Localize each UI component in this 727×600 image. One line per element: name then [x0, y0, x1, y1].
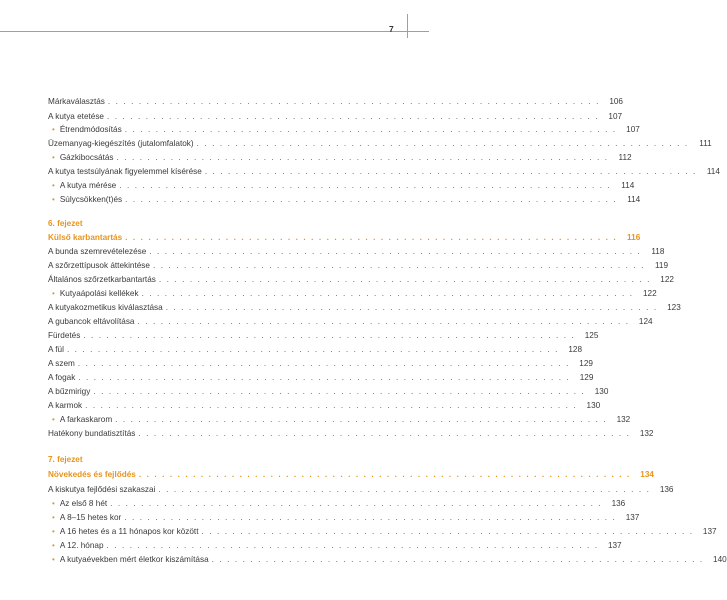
entry-label: A bunda szemrevételezése: [48, 247, 147, 256]
chapter-title-row: [48, 229, 641, 243]
toc-subentry: [48, 537, 622, 551]
entry-page: 114: [621, 181, 635, 190]
toc-subentry: [48, 551, 727, 565]
entry-label: A kutyaévekben mért életkor kiszámítása: [59, 555, 209, 564]
toc-entry: [48, 257, 669, 271]
header-divider: [407, 14, 408, 38]
toc-entry: [48, 313, 653, 327]
entry-label: Hatékony bundatisztítás: [48, 429, 136, 438]
toc-subentry: [48, 523, 717, 537]
entry-page: 137: [625, 513, 640, 522]
entry-label: Üzemanyag-kiegészítés (jutalomfalatok): [48, 139, 194, 148]
toc-entry: [48, 163, 720, 177]
entry-page: 129: [579, 359, 593, 368]
entry-page: 130: [586, 401, 601, 410]
leader-dots: . . . . . . . . . . . . . . . . . . . . . . . . . . . . . . . . . . . . . . . . . . . . . . . . . . . . . . . . . . . . . . . .: [125, 233, 618, 242]
chapter-label: [48, 451, 364, 465]
entry-label: A fül: [48, 345, 64, 354]
leader-dots: . . . . . . . . . . . . . . . . . . . . . . . . . . . . . . . . . . . . . . . . . . . . . . . . . . . . . . . . . . . . . . . .: [137, 317, 630, 326]
toc-subentry: [48, 149, 632, 163]
leader-dots: . . . . . . . . . . . . . . . . . . . . . . . . . . . . . . . . . . . . . . . . . . . . . . . . . . . . . . . . . . . . . . . .: [152, 261, 646, 270]
leader-dots: . . . . . . . . . . . . . . . . . . . . . . . . . . . . . . . . . . . . . . . . . . . . . . . . . . . . . . . . . . . . . . . .: [211, 555, 704, 564]
toc-subentry: [48, 285, 657, 299]
entry-label: A kiskutya fejlődési szakaszai: [48, 485, 156, 494]
toc-entry: [48, 93, 623, 107]
leader-dots: . . . . . . . . . . . . . . . . . . . . . . . . . . . . . . . . . . . . . . . . . . . . . . . . . . . . . . . . . . . . . . . .: [201, 527, 694, 536]
toc-entry: [48, 271, 674, 285]
entry-label: Fürdetés: [48, 331, 81, 340]
entry-label: A kutya etetése: [48, 112, 104, 121]
leader-dots: . . . . . . . . . . . . . . . . . . . . . . . . . . . . . . . . . . . . . . . . . . . . . . . . . . . . . . . . . . . . . . . .: [158, 275, 651, 284]
entry-page: 128: [568, 345, 583, 354]
entry-label: A gubancok eltávolítása: [48, 317, 135, 326]
leader-dots: . . . . . . . . . . . . . . . . . . . . . . . . . . . . . . . . . . . . . . . . . . . . . . . . . . . . . . . . . . . . . . . .: [116, 153, 609, 162]
entry-page: 137: [702, 527, 717, 536]
leader-dots: . . . . . . . . . . . . . . . . . . . . . . . . . . . . . . . . . . . . . . . . . . . . . . . . . . . . . . . . . . . . . . . .: [196, 139, 689, 148]
entry-label: Étrendmódosítás: [59, 125, 122, 134]
entry-label: A 16 hetes és a 11 hónapos kor között: [59, 527, 199, 536]
entry-label: Az első 8 hét: [59, 499, 108, 508]
toc-subentry: [48, 121, 640, 135]
leader-dots: . . . . . . . . . . . . . . . . . . . . . . . . . . . . . . . . . . . . . . . . . . . . . . . . . . . . . . . . . . . . . . . .: [115, 415, 608, 424]
entry-page: 123: [667, 303, 681, 312]
entry-page: 116: [627, 233, 641, 242]
leader-dots: . . . . . . . . . . . . . . . . . . . . . . . . . . . . . . . . . . . . . . . . . . . . . . . . . . . . . . . . . . . . . . . .: [141, 289, 634, 298]
toc-entry: [48, 299, 681, 313]
toc-entry: [48, 425, 654, 439]
header-rule: [0, 31, 429, 32]
entry-page: 111: [699, 139, 712, 148]
leader-dots: . . . . . . . . . . . . . . . . . . . . . . . . . . . . . . . . . . . . . . . . . . . . . . . . . . . . . . . . . . . . . . . .: [78, 373, 571, 382]
entry-page: 118: [651, 247, 665, 256]
entry-page: 137: [607, 541, 622, 550]
chapter-label: [48, 215, 364, 229]
entry-page: 130: [594, 387, 609, 396]
toc-entry: [48, 243, 665, 257]
bullet-icon: •: [52, 181, 55, 190]
entry-label: Külső karbantartás: [48, 233, 123, 242]
toc-entry: [48, 355, 593, 369]
entry-label: 7. fejezet: [48, 455, 83, 464]
toc-entry: [48, 327, 599, 341]
leader-dots: . . . . . . . . . . . . . . . . . . . . . . . . . . . . . . . . . . . . . . . . . . . . . . . . . . . . . . . . . . . . . . . .: [85, 401, 578, 410]
toc-subentry: [48, 509, 640, 523]
entry-label: Márkaválasztás: [48, 97, 105, 106]
entry-page: 122: [660, 275, 674, 284]
chapter-title-row: [48, 466, 654, 480]
entry-page: 129: [579, 373, 594, 382]
entry-page: 122: [642, 289, 657, 298]
entry-label: A szem: [48, 359, 75, 368]
leader-dots: . . . . . . . . . . . . . . . . . . . . . . . . . . . . . . . . . . . . . . . . . . . . . . . . . . . . . . . . . . . . . . . .: [138, 429, 631, 438]
entry-page: 125: [584, 331, 599, 340]
toc-subentry: [48, 177, 635, 191]
leader-dots: . . . . . . . . . . . . . . . . . . . . . . . . . . . . . . . . . . . . . . . . . . . . . . . . . . . . . . . . . . . . . . . .: [165, 303, 658, 312]
bullet-icon: •: [52, 555, 55, 564]
toc-entry: [48, 135, 712, 149]
entry-label: A farkaskarom: [59, 415, 113, 424]
leader-dots: . . . . . . . . . . . . . . . . . . . . . . . . . . . . . . . . . . . . . . . . . . . . . . . . . . . . . . . . . . . . . . . .: [124, 513, 617, 522]
bullet-icon: •: [52, 153, 55, 162]
entry-page: 140: [713, 555, 727, 564]
bullet-icon: •: [52, 527, 55, 536]
leader-dots: . . . . . . . . . . . . . . . . . . . . . . . . . . . . . . . . . . . . . . . . . . . . . . . . . . . . . . . . . . . . . . . .: [204, 167, 697, 176]
leader-dots: . . . . . . . . . . . . . . . . . . . . . . . . . . . . . . . . . . . . . . . . . . . . . . . . . . . . . . . . . . . . . . . .: [107, 112, 600, 121]
entry-page: 119: [654, 261, 669, 270]
entry-page: 136: [611, 499, 626, 508]
toc-subentry: [48, 411, 631, 425]
entry-label: A 12. hónap: [59, 541, 104, 550]
entry-label: A karmok: [48, 401, 83, 410]
entry-label: 6. fejezet: [48, 219, 83, 228]
entry-label: A kutya mérése: [59, 181, 117, 190]
toc-entry: [48, 383, 609, 397]
leader-dots: . . . . . . . . . . . . . . . . . . . . . . . . . . . . . . . . . . . . . . . . . . . . . . . . . . . . . . . . . . . . . . . .: [125, 195, 618, 204]
bullet-icon: •: [52, 195, 55, 204]
entry-label: A kutya testsúlyának figyelemmel kísérése: [48, 167, 202, 176]
toc-entry: [48, 481, 674, 495]
entry-page: 107: [608, 112, 623, 121]
toc-subentry: [48, 495, 626, 509]
entry-page: 132: [616, 415, 631, 424]
entry-page: 114: [627, 195, 641, 204]
leader-dots: . . . . . . . . . . . . . . . . . . . . . . . . . . . . . . . . . . . . . . . . . . . . . . . . . . . . . . . . . . . . . . . .: [149, 247, 642, 256]
entry-page: 114: [706, 167, 720, 176]
bullet-icon: •: [52, 541, 55, 550]
toc-entry: [48, 108, 623, 122]
bullet-icon: •: [52, 415, 55, 424]
entry-page: 136: [659, 485, 674, 494]
leader-dots: . . . . . . . . . . . . . . . . . . . . . . . . . . . . . . . . . . . . . . . . . . . . . . . . . . . . . . . . . . . . . . . .: [158, 485, 651, 494]
entry-label: A szőrzettípusok áttekintése: [48, 261, 150, 270]
entry-page: 132: [639, 429, 654, 438]
entry-label: Súlycsökken(t)és: [59, 195, 123, 204]
entry-label: Általános szőrzetkarbantartás: [48, 275, 156, 284]
entry-page: 106: [609, 97, 623, 106]
leader-dots: . . . . . . . . . . . . . . . . . . . . . . . . . . . . . . . . . . . . . . . . . . . . . . . . . . . . . . . . . . . . . . . .: [107, 97, 600, 106]
leader-dots: . . . . . . . . . . . . . . . . . . . . . . . . . . . . . . . . . . . . . . . . . . . . . . . . . . . . . . . . . . . . . . . .: [66, 345, 560, 354]
entry-label: Kutyaápolási kellékek: [59, 289, 139, 298]
bullet-icon: •: [52, 513, 55, 522]
page-number: 7: [389, 24, 394, 34]
toc-entry: [48, 341, 583, 355]
leader-dots: . . . . . . . . . . . . . . . . . . . . . . . . . . . . . . . . . . . . . . . . . . . . . . . . . . . . . . . . . . . . . . . .: [138, 470, 631, 479]
leader-dots: . . . . . . . . . . . . . . . . . . . . . . . . . . . . . . . . . . . . . . . . . . . . . . . . . . . . . . . . . . . . . . . .: [106, 541, 599, 550]
entry-label: Növekedés és fejlődés: [48, 470, 136, 479]
entry-page: 112: [618, 153, 632, 162]
leader-dots: . . . . . . . . . . . . . . . . . . . . . . . . . . . . . . . . . . . . . . . . . . . . . . . . . . . . . . . . . . . . . . . .: [110, 499, 603, 508]
entry-label: A kutyakozmetikus kiválasztása: [48, 303, 163, 312]
leader-dots: . . . . . . . . . . . . . . . . . . . . . . . . . . . . . . . . . . . . . . . . . . . . . . . . . . . . . . . . . . . . . . . .: [124, 125, 617, 134]
leader-dots: . . . . . . . . . . . . . . . . . . . . . . . . . . . . . . . . . . . . . . . . . . . . . . . . . . . . . . . . . . . . . . . .: [83, 331, 576, 340]
entry-label: Gázkibocsátás: [59, 153, 114, 162]
entry-page: 124: [638, 317, 653, 326]
entry-label: A fogak: [48, 373, 76, 382]
entry-label: A bűzmirigy: [48, 387, 91, 396]
toc-entry: [48, 369, 594, 383]
entry-page: 134: [640, 470, 654, 479]
leader-dots: . . . . . . . . . . . . . . . . . . . . . . . . . . . . . . . . . . . . . . . . . . . . . . . . . . . . . . . . . . . . . . . .: [119, 181, 612, 190]
entry-page: 107: [626, 125, 640, 134]
leader-dots: . . . . . . . . . . . . . . . . . . . . . . . . . . . . . . . . . . . . . . . . . . . . . . . . . . . . . . . . . . . . . . . .: [77, 359, 570, 368]
bullet-icon: •: [52, 499, 55, 508]
leader-dots: . . . . . . . . . . . . . . . . . . . . . . . . . . . . . . . . . . . . . . . . . . . . . . . . . . . . . . . . . . . . . . . .: [93, 387, 586, 396]
entry-label: A 8–15 hetes kor: [59, 513, 122, 522]
toc-subentry: [48, 191, 641, 205]
bullet-icon: •: [52, 289, 55, 298]
bullet-icon: •: [52, 125, 55, 134]
toc-entry: [48, 397, 601, 411]
